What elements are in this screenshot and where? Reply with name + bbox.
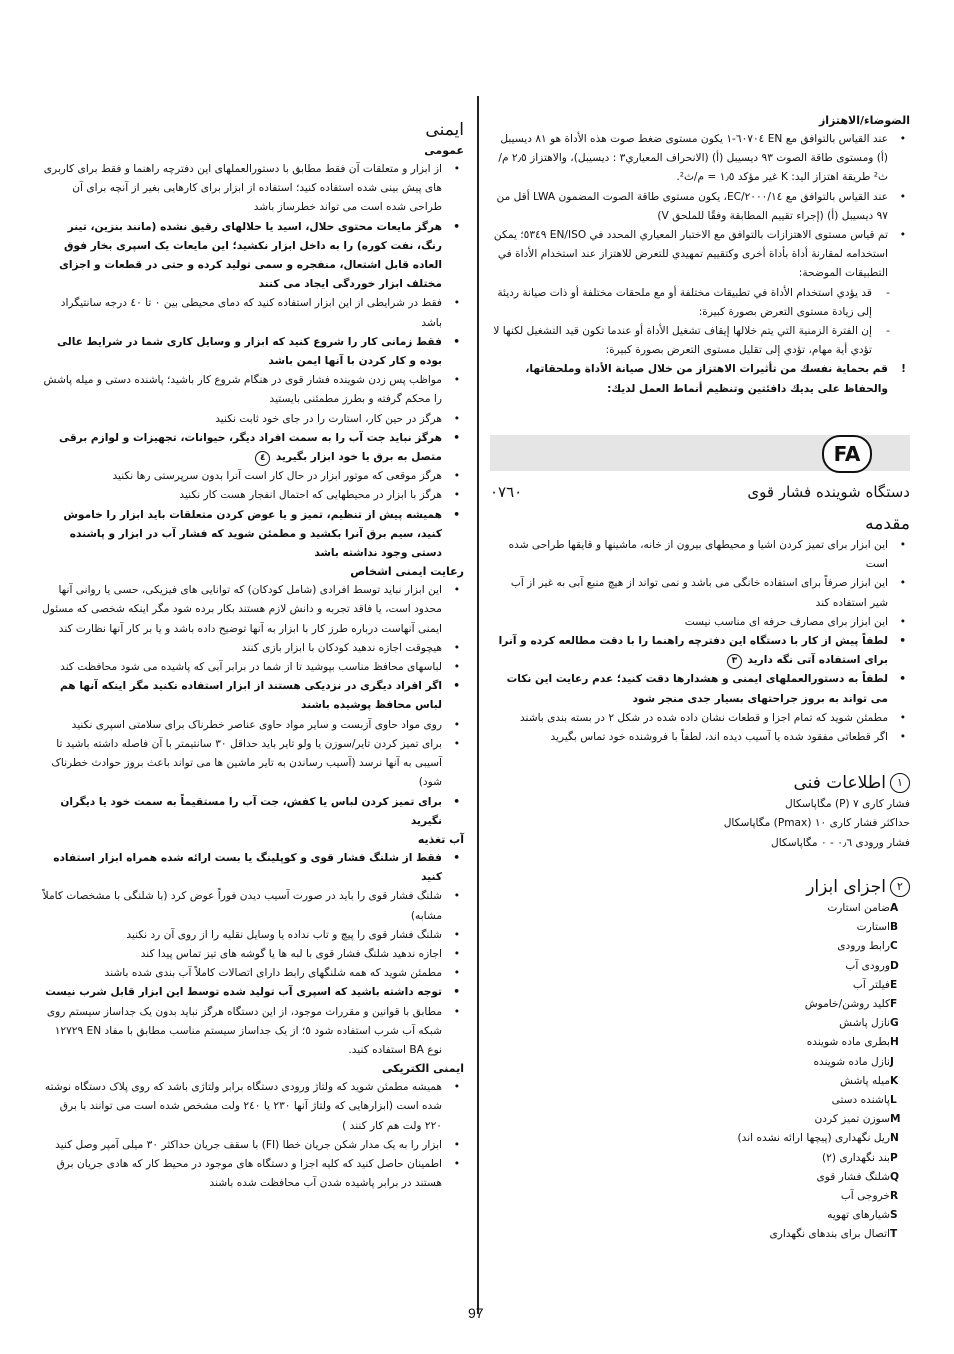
part-item: S شیارهای تهویه [490,1206,910,1225]
part-key: D [890,959,899,972]
part-key: G [890,1017,899,1030]
list-item: • برای تمیز کردن لباس یا کفش، جت آب را مستقیماً به سمت خود یا دیگران نگیرید [42,793,464,831]
list-item: • از ابزار و متعلقات آن فقط مطابق با دستورالعملهای این دفترچه راهنما و فقط برای کاربری های پیش بینی شده استفاده کنید؛ استفاده از ابزار برای کارهایی بغیر از آنچه برای آن طراحی شده است می تواند خطرساز باشد [42,160,464,218]
list-item: • عند القياس بالتوافق مع ٢٠٠٠/١٤/EC، يكون مستوى طاقة الصوت المضمون LWA أقل من ٩٧ ديسيبل (أ) (إجراء تقييم المطابقة وفقًا للملحق V) [490,188,910,226]
parts-list [490,899,910,1245]
part-item: N ریل نگهداری (پیچها ارائه نشده اند) [490,1129,910,1148]
part-key: R [890,1189,899,1202]
part-key: F [890,997,898,1010]
list-item: • مواظب پس زدن شوینده فشار قوی در هنگام شروع کار باشید؛ پاشنده دستی و میله پاشش را محکم گرفته و بطرز مطمئنی بایستید [42,371,464,409]
figure-ref: ٢ [890,877,910,897]
noise-heading: الضوضاء/الاهتزاز [818,114,910,127]
list-item: • این ابزار نباید توسط افرادی (شامل کودکان) که توانایی های فیزیکی، حسی یا روانی آنها محدود است، یا فاقد تجربه و دانش لازم هستند بکار برده شود مگر اینکه شخصی که مسئول ایمنی آنهاست درباره طرز کار با ابزار به آنها توضیح داده باشد و یا بر کار آنها نظارت کند [42,581,464,639]
right-column [490,112,910,1245]
list-item: • شلنگ فشار قوی را باید در صورت آسیب دیدن فوراً عوض کرد (با شلنگی با مشخصات کاملاً مشابه) [42,887,464,925]
part-item: Q شلنگ فشار قوی [490,1168,910,1187]
list-item: • عند القياس بالتوافق مع EN ٦٠٧٠٤-١ يكون مستوى ضغط صوت هذه الأداة هو ٨١ ديسيبل (أ) ومستوى طاقة الصوت ٩٣ ديسيبل (أ) (الانحراف المعياري٣ : ديسيبل)، والاهتزاز ٢٫٥ م/ث² طريقة اهتزاز اليد: K غير مؤكد ١٫٥ = م/ث². [490,130,910,188]
list-item: - قد يؤدي استخدام الأداة في تطبيقات مختلفة أو مع ملحقات مختلفة أو ذات صيانة رديئة إلى زيادة مستوى التعرض بصورة كبيرة: [490,284,910,322]
water-heading: آب تغذیه [417,832,464,846]
list-item: • مطابق با قوانین و مقررات موجود، از این دستگاه هرگز نباید بدون یک جداساز سیستم روی شبکه آب شرب استفاده شود ٥؛ از یک جداساز سیستم مناسب مطابق با مفاد EN ١٢٧٢٩ نوع BA استفاده کنید. [42,1003,464,1061]
part-item: J نازل ماده شوینده [490,1053,910,1072]
product-code: ۰۷٦۰ [490,482,523,501]
left-column [42,118,464,1193]
part-item: F کلید روشن/خاموش [490,995,910,1014]
product-title-row [490,483,910,502]
part-key: A [890,901,899,914]
part-item: H بطری ماده شوینده [490,1033,910,1052]
product-title: دستگاه شوينده فشار قوی [747,482,910,501]
tech-line: فشار کاری ٧ (P) مگاپاسکال [785,798,910,811]
intro-heading: مقدمه [865,514,910,535]
part-key: L [890,1093,897,1106]
list-item: • برای تمیز کردن تایر/سوزن یا ولو تایر باید حداقل ٣٠ سانتیمتر با آن فاصله داشته باشید تا آسیبی به آنها نرسد (آسیب رساندن به تایر ماشین ها می تواند باعث بروز حوادث خطرناک شود) [42,735,464,793]
part-item: D ورودی آب [490,957,910,976]
part-key: J [890,1055,894,1068]
list-item: • همیشه پیش از تنظیم، تمیز و یا عوض کردن متعلقات باید ابزار را خاموش کنید، سیم برق آنرا بکشید و مطمئن شوید که فشار آب در ابزار و پاشنده دستی وجود نداشته باشد [42,506,464,564]
list-item: • هرگز با ابزار در محیطهایی که احتمال انفجار هست کار نکنید [42,486,464,505]
list-item: • شلنگ فشار قوی را پیچ و تاب نداده یا وسایل نقلیه را از روی آن رد نکنید [42,926,464,945]
vibration-warning: ! قم بحماية نفسك من تأثيرات الاهتزاز من خلال صيانة الأداة وملحقاتها، والحفاظ على يديك دافئتين وتنظيم أنماط العمل لديك: [490,360,910,398]
part-key: T [890,1228,898,1241]
list-item: • مطمئن شوید که همه شلنگهای رابط دارای اتصالات کاملاً آب بندی شده باشند [42,964,464,983]
list-item: • هیچوقت اجازه ندهید کودکان با ابزار بازی کنند [42,639,464,658]
part-item: P بند نگهداری (٢) [490,1149,910,1168]
part-key: P [890,1151,898,1164]
electrical-heading: ایمنی الکتریکی [381,1062,464,1076]
noise-list [490,130,910,399]
general-heading: عمومی [424,144,464,157]
list-item: • همیشه مطمئن شوید که ولتاژ ورودی دستگاه برابر ولتاژی باشد که روی پلاک دستگاه نوشته شده است (ابزارهایی که ولتاژ آنها ٢٣٠ یا ٢٤٠ ولت مشخص شده است می توانند با برق ٢٢٠ ولت هم کار کنند ) [42,1078,464,1136]
list-item: • لباسهای محافظ مناسب بپوشید تا از شما در برابر آبی که پاشیده می شود محافظت کند [42,658,464,677]
tech-line: حداکثر فشار کاری ١٠ (Pmax) مگاپاسکال [723,817,910,830]
list-item: • فقط زمانی کار را شروع کنید که ابزار و وسایل کاری شما در شرایط عالی بوده و کار کردن با آنها ایمن باشد [42,333,464,371]
list-item: • ابزار را به یک مدار شکن جریان خطا (FI) با سقف جریان حداکثر ٣٠ میلی آمپر وصل کنید [42,1136,464,1155]
figure-ref: ٣ [727,654,742,669]
list-item: • این ابزار صرفاً برای استفاده خانگی می باشد و نمی تواند از هیچ منبع آبی به غیر از آب شیر استفاده کند [490,574,910,612]
part-item: R خروجی آب [490,1187,910,1206]
general-list [42,160,464,563]
intro-list [490,536,910,747]
list-item: • این ابزار برای مصارف حرفه ای مناسب نیست [490,613,910,632]
part-key: C [890,940,898,953]
column-divider [477,96,479,1314]
tech-data [490,795,910,853]
list-item: • اجازه ندهید شلنگ فشار قوی با لبه ها یا گوشه های تیز تماس پیدا کند [42,945,464,964]
list-item: • اگر افراد دیگری در نزدیکی هستند از ابزار استفاده نکنید مگر اینکه آنها هم لباس محافظ پوشیده باشند [42,677,464,715]
persons-heading: رعایت ایمنی اشخاص [350,565,464,579]
list-item: • تم قياس مستوى الاهتزازات بالتوافق مع الاختبار المعياري المحدد في EN/ISO ٥٣٤٩؛ يمكن استخدامه لمقارنة أداة بأداة أخرى وكتقييم تمهيدي للتعرض للاهتزاز عند استخدام الأداة في التطبيقات الموضحة: [490,226,910,284]
list-item: • هرگز نباید جت آب را به سمت افراد دیگر، حیوانات، تجهیزات و لوازم برقی متصل به برق یا خود ابزار بگیرید ٤ [42,429,464,467]
list-item: • روی مواد حاوی آزبست و سایر مواد حاوی عناصر خطرناک برای سلامتی اسپری نکنید [42,716,464,735]
persons-list [42,581,464,831]
part-item: E فیلتر آب [490,976,910,995]
tech-heading: ١اطلاعات فنی [490,771,910,795]
language-badge: FA [822,435,872,473]
tech-line: فشار ورودی ٠٫٦ - ٠ مگاپاسکال [771,836,910,849]
water-list [42,849,464,1060]
part-key: S [890,1209,898,1222]
list-item: • هرگز در حین کار، استارت را در جای خود ثابت نکنید [42,410,464,429]
part-key: K [890,1074,899,1087]
language-bar [490,435,910,471]
part-key: N [890,1132,899,1145]
list-item: • اگر قطعاتی مفقود شده یا آسیب دیده اند، لطفاً با فروشنده خود تماس بگیرید [490,728,910,747]
list-item: • هرگز مایعات محتوی حلال، اسید یا حلالهای رقیق نشده (مانند بنزین، تینر رنگ، نفت کوره) را به داخل ابزار نکشید؛ این مایعات یک اسپری بخار فوق العاده قابل اشتعال، منفجره و سمی تولید کرده و حتی در قطعات و اجزای مختلف ابزار خوردگی ایجاد می کنند [42,218,464,295]
part-item: K میله پاشش [490,1072,910,1091]
list-item: - إن الفترة الزمنية التي يتم خلالها إيقاف تشغيل الأداة أو عندما تكون قيد التشغيل لكنها لا تؤدي أية مهام، تؤدي إلى تقليل مستوى التعرض بصورة كبيرة: [490,322,910,360]
parts-heading: ٢اجزای ابزار [490,875,910,899]
part-item: G نازل پاشش [490,1014,910,1033]
list-item: • لطفاً به دستورالعملهای ایمنی و هشدارها دقت کنید؛ عدم رعایت این نکات می تواند به بروز جراحتهای بسیار جدی منجر شود [490,670,910,708]
part-key: Q [890,1170,900,1183]
part-key: M [890,1113,901,1126]
part-item: B استارت [490,918,910,937]
list-item: • توجه داشته باشید که اسپری آب تولید شده توسط این ابزار قابل شرب نیست [42,983,464,1002]
electrical-list [42,1078,464,1193]
list-item: • این ابزار برای تمیز کردن اشیا و محیطهای بیرون از خانه، ماشینها و قایقها طراحی شده است [490,536,910,574]
part-key: B [890,921,899,934]
part-key: E [890,978,898,991]
list-item: • فقط از شلنگ فشار قوی و کوپلینگ یا بست ارائه شده همراه ابزار استفاده کنید [42,849,464,887]
part-key: H [890,1036,899,1049]
part-item: L پاشنده دستی [490,1091,910,1110]
page-number: 97 [468,1305,484,1321]
list-item: • فقط در شرایطی از این ابزار استفاده کنید که دمای محیطی بین ٠ تا ٤٠ درجه سانتیگراد باشد [42,294,464,332]
figure-ref: ٤ [255,451,270,466]
part-item: M سوزن تمیز کردن [490,1110,910,1129]
list-item: • اطمینان حاصل کنید که کلیه اجزا و دستگاه های موجود در محیط کار که هادی جریان برق هستند در برابر پاشیده شدن آب محافظت شده باشند [42,1155,464,1193]
figure-ref: ١ [890,773,910,793]
list-item: • لطفاً پیش از کار با دستگاه این دفترچه راهنما را با دقت مطالعه کرده و آنرا برای استفاده آتی نگه دارید ٣ [490,632,910,670]
list-item: • مطمئن شوید که تمام اجزا و قطعات نشان داده شده در شکل ٢ در بسته بندی باشند [490,709,910,728]
list-item: • هرگز موقعی که موتور ابزار در حال کار است آنرا بدون سرپرستی رها نکنید [42,467,464,486]
part-item: T اتصال برای بندهای نگهداری [490,1225,910,1244]
part-item: A ضامن استارت [490,899,910,918]
safety-heading: ایمنی [425,120,464,140]
part-item: C رابط ورودی [490,937,910,956]
